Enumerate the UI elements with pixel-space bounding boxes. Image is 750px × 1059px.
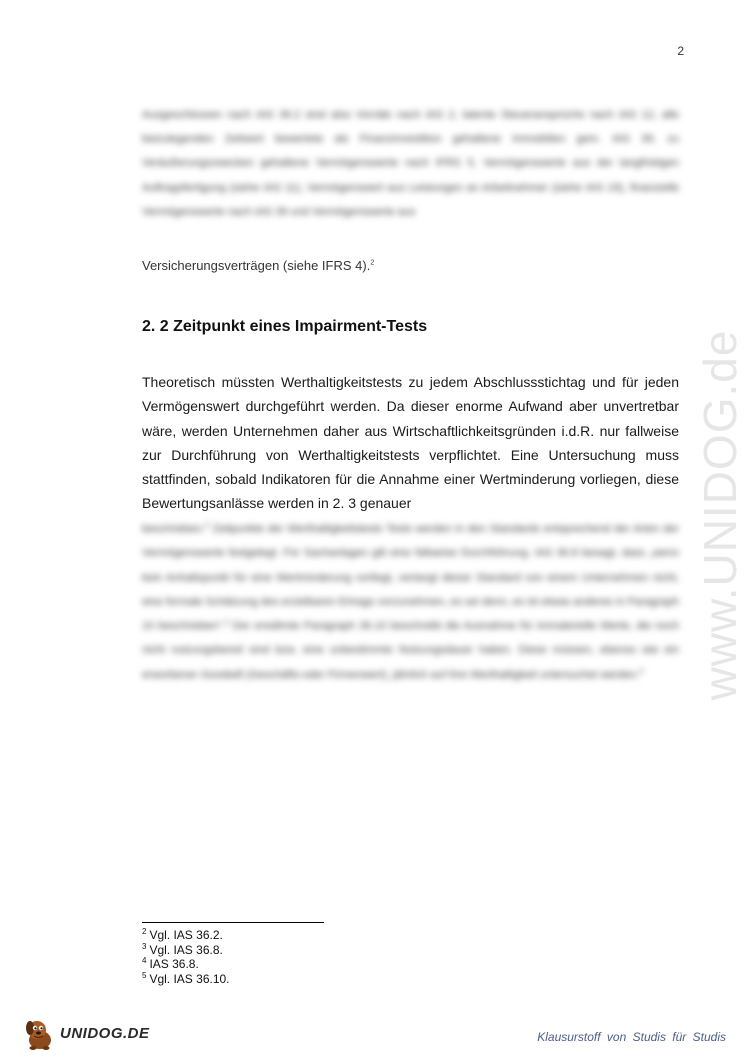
dog-icon — [22, 1016, 58, 1052]
footnote-item — [142, 972, 230, 987]
unidog-logo — [22, 1014, 172, 1054]
footnote-ref-3: 3 — [205, 522, 209, 530]
watermark-text: www.UNIDOG.de — [694, 329, 746, 701]
footnote-ref-4: 4 — [224, 619, 229, 627]
footnote-text: Vgl. IAS 36.8. — [149, 942, 223, 957]
footnote-text: Vgl. IAS 36.2. — [149, 928, 223, 942]
paragraph-3-blurred — [142, 517, 679, 687]
footnote-item — [142, 957, 230, 972]
footnote-text: Vgl. IAS 36.10. — [149, 971, 230, 986]
footnote-text: IAS 36.8. — [149, 957, 199, 972]
paragraph-3-text-a: Zeitpunkte der Werthaltigkeitstests Tests werden in den Standards entsprechend der Arten der Vermögenswerte festgelegt. Für Sachanlagen gilt eine fallweise Durchführung. IAS 36.8 besagt, dass „wenn kein Anhaltspunkt für eine Wertminderung vorliegt, verlangt dieser Standard von einem Unternehmen nicht, eine formale Schätzung des erzielbaren Ertrags vorzunehmen, es sei denn, es ist etwas anderes in Paragraph 10 beschrieben“. — [142, 523, 679, 633]
paragraph-2: Theoretisch müssten Werthaltigkeitstests zu jedem Abschlussstichtag und für jeden Vermögenswert durchgeführt werden. Da dieser enorme Aufwand aber unvertretbar wäre, werden Unternehmen daher aus Wirtschaftlichkeitsgründen i.d.R. nur fallweise zur Durchführung von Werthaltigkeitstests verpflichtet. Eine Untersuchung muss stattfinden, sobald Indikatoren für die Annahme einer Wertminderung vorliegen, diese Bewertungsanlässe werden in 2. 3 genauer — [142, 374, 679, 512]
footnote-ref-5: 5 — [639, 668, 644, 676]
section-heading: 2. 2 Zeitpunkt eines Impairment-Tests — [142, 318, 428, 335]
footnote-item — [142, 928, 230, 943]
paragraph-1-blurred: Ausgeschlossen nach IAS 36.2 sind also Vorräte nach IAS 2, latente Steueransprüche nach IAS 12, alle beizulegenden Zeitwert bewertete als Finanzinvestition gehaltene Immobilien gem. IAS 39, zu Veräußerungszwecken gehaltene Vermögenswerte nach IFRS 5, Vermögenswerte aus der langfristigen Auftragsfertigung (siehe IAS 11), Vermögenswert aus Leistungen an Arbeitnehmer (siehe IAS 19), finanzielle Vermögenswerte nach IAS 39 und Vermögenswerte aus — [142, 109, 679, 218]
logo-text: UNIDOG.DE — [60, 1025, 150, 1042]
footnote-ref-2: 2 — [370, 259, 375, 267]
paragraph-3-lead: beschrieben. — [142, 523, 205, 535]
footnote-number: 5 — [142, 970, 147, 980]
footnote-number: 4 — [142, 956, 147, 966]
paragraph-3-text-b: Der erwähnte Paragraph 36.10 beschreibt die Ausnahme für immaterielle Werte, die noch nicht nutzungsbereit sind bzw. eine unbestimmte Nutzungsdauer haben. Diese müssen, ebenso wie ein erworbener Goodwill (Geschäfts-oder Firmenwert), jährlich auf ihre Werthaltigkeit untersuchet werden. — [142, 620, 679, 681]
footnote-divider — [142, 922, 324, 923]
footnote-number: 2 — [142, 927, 147, 936]
page-number: 2 — [677, 44, 684, 58]
tagline: Klausurstoff von Studis für Studis — [537, 1030, 726, 1044]
watermark — [690, 290, 750, 740]
footnotes-list — [142, 928, 230, 986]
paragraph-1-end — [142, 254, 374, 278]
footnote-number: 3 — [142, 941, 147, 951]
footnote-item — [142, 943, 230, 958]
paragraph-1-end-text: Versicherungsverträgen (siehe IFRS 4). — [142, 258, 371, 273]
